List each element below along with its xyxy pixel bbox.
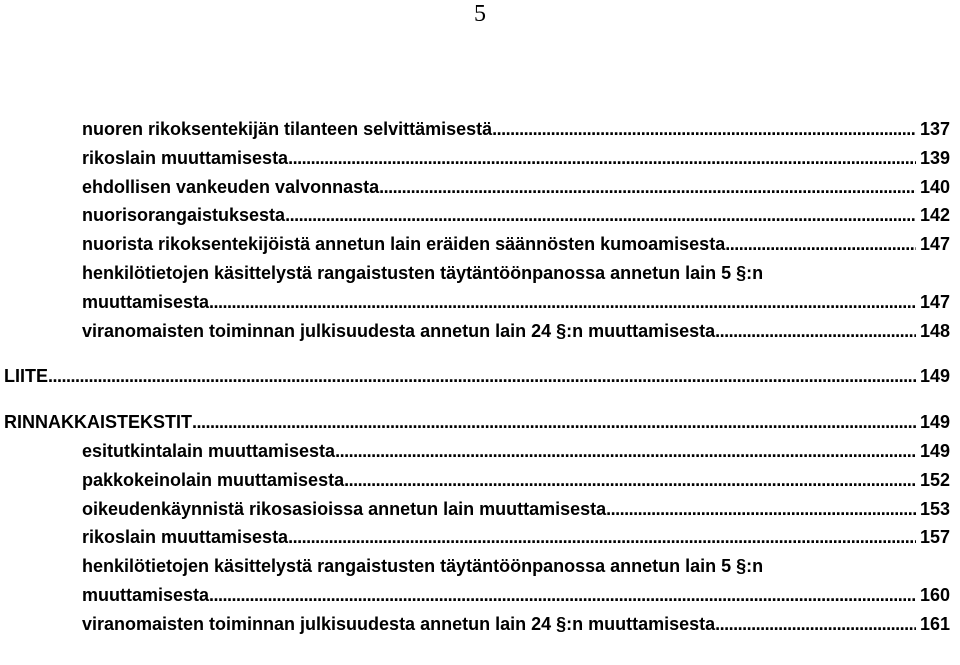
toc-entry-page: 139 xyxy=(919,147,950,168)
toc-dot-leader xyxy=(48,362,916,391)
toc-dot-leader xyxy=(715,317,916,346)
toc-dot-leader xyxy=(335,437,916,466)
toc-dot-leader xyxy=(715,610,916,639)
toc-entry-title: nuorista rikoksentekijöistä annetun lain eräiden säännösten kumoamisesta xyxy=(82,234,726,255)
toc-entry-page: 157 xyxy=(919,527,950,548)
toc-entry[interactable] xyxy=(0,552,960,581)
toc-dot-leader xyxy=(192,408,916,437)
toc-entry-title: LIITE xyxy=(4,366,48,387)
toc-entry-page: 149 xyxy=(919,366,950,387)
toc-dot-leader xyxy=(606,495,916,524)
toc-entry-page: 153 xyxy=(919,498,950,519)
toc-entry[interactable] xyxy=(0,201,960,230)
toc-entry-title: esitutkintalain muuttamisesta xyxy=(82,440,336,461)
toc-entry[interactable] xyxy=(0,288,960,317)
toc-entry[interactable] xyxy=(0,115,960,144)
toc-entry[interactable] xyxy=(0,523,960,552)
toc-entry[interactable] xyxy=(0,466,960,495)
toc-entry-page: 137 xyxy=(919,119,950,139)
toc-entry-title: viranomaisten toiminnan julkisuudesta annetun lain 24 §:n muuttamisesta xyxy=(82,320,716,341)
toc-entry-page: 142 xyxy=(919,205,950,226)
toc-entry-title: pakkokeinolain muuttamisesta xyxy=(82,469,345,490)
toc-dot-leader xyxy=(492,115,916,144)
toc-entry-title: nuoren rikoksentekijän tilanteen selvittämisestä xyxy=(82,119,493,139)
toc-entry-page: 147 xyxy=(919,291,950,312)
toc-entry-page: 149 xyxy=(919,440,950,461)
toc-entry-title: muuttamisesta xyxy=(82,291,210,312)
table-of-contents xyxy=(0,115,960,639)
toc-entry-title: oikeudenkäynnistä rikosasioissa annetun lain muuttamisesta xyxy=(82,498,607,519)
toc-section-entry[interactable] xyxy=(0,362,960,391)
page-number: 5 xyxy=(474,1,486,27)
toc-entry-title: rikoslain muuttamisesta xyxy=(82,527,289,548)
toc-dot-leader xyxy=(285,201,916,230)
toc-entry-title: ehdollisen vankeuden valvonnasta xyxy=(82,176,380,197)
toc-entry-title: henkilötietojen käsittelystä rangaistusten täytäntöönpanossa annetun lain 5 §:n xyxy=(82,262,764,283)
toc-entry-page: 147 xyxy=(919,234,950,255)
toc-entry-title: nuorisorangaistuksesta xyxy=(82,205,286,226)
toc-dot-leader xyxy=(209,288,916,317)
toc-section-entry[interactable] xyxy=(0,408,960,437)
toc-dot-leader xyxy=(344,466,916,495)
toc-entry[interactable] xyxy=(0,317,960,346)
toc-entry-page: 160 xyxy=(919,584,950,605)
toc-entry-page: 152 xyxy=(919,469,950,490)
toc-entry[interactable] xyxy=(0,144,960,173)
toc-dot-leader xyxy=(209,581,916,610)
toc-dot-leader xyxy=(288,144,916,173)
toc-entry-title: RINNAKKAISTEKSTIT xyxy=(4,412,192,433)
toc-entry-page: 161 xyxy=(919,613,950,634)
toc-entry-page: 149 xyxy=(919,412,950,433)
toc-entry[interactable] xyxy=(0,230,960,259)
toc-entry-title: muuttamisesta xyxy=(82,584,210,605)
toc-entry-page: 148 xyxy=(919,320,950,341)
toc-entry[interactable] xyxy=(0,581,960,610)
toc-entry-title: rikoslain muuttamisesta xyxy=(82,147,289,168)
toc-entry[interactable] xyxy=(0,495,960,524)
toc-entry[interactable] xyxy=(0,437,960,466)
toc-entry-title: viranomaisten toiminnan julkisuudesta annetun lain 24 §:n muuttamisesta xyxy=(82,613,716,634)
toc-entry-title: henkilötietojen käsittelystä rangaistusten täytäntöönpanossa annetun lain 5 §:n xyxy=(82,556,764,577)
toc-dot-leader xyxy=(288,523,916,552)
toc-dot-leader xyxy=(725,230,916,259)
toc-dot-leader xyxy=(379,173,916,202)
toc-entry[interactable] xyxy=(0,259,960,288)
toc-entry-page: 140 xyxy=(919,176,950,197)
toc-entry[interactable] xyxy=(0,610,960,639)
toc-entry[interactable] xyxy=(0,173,960,202)
